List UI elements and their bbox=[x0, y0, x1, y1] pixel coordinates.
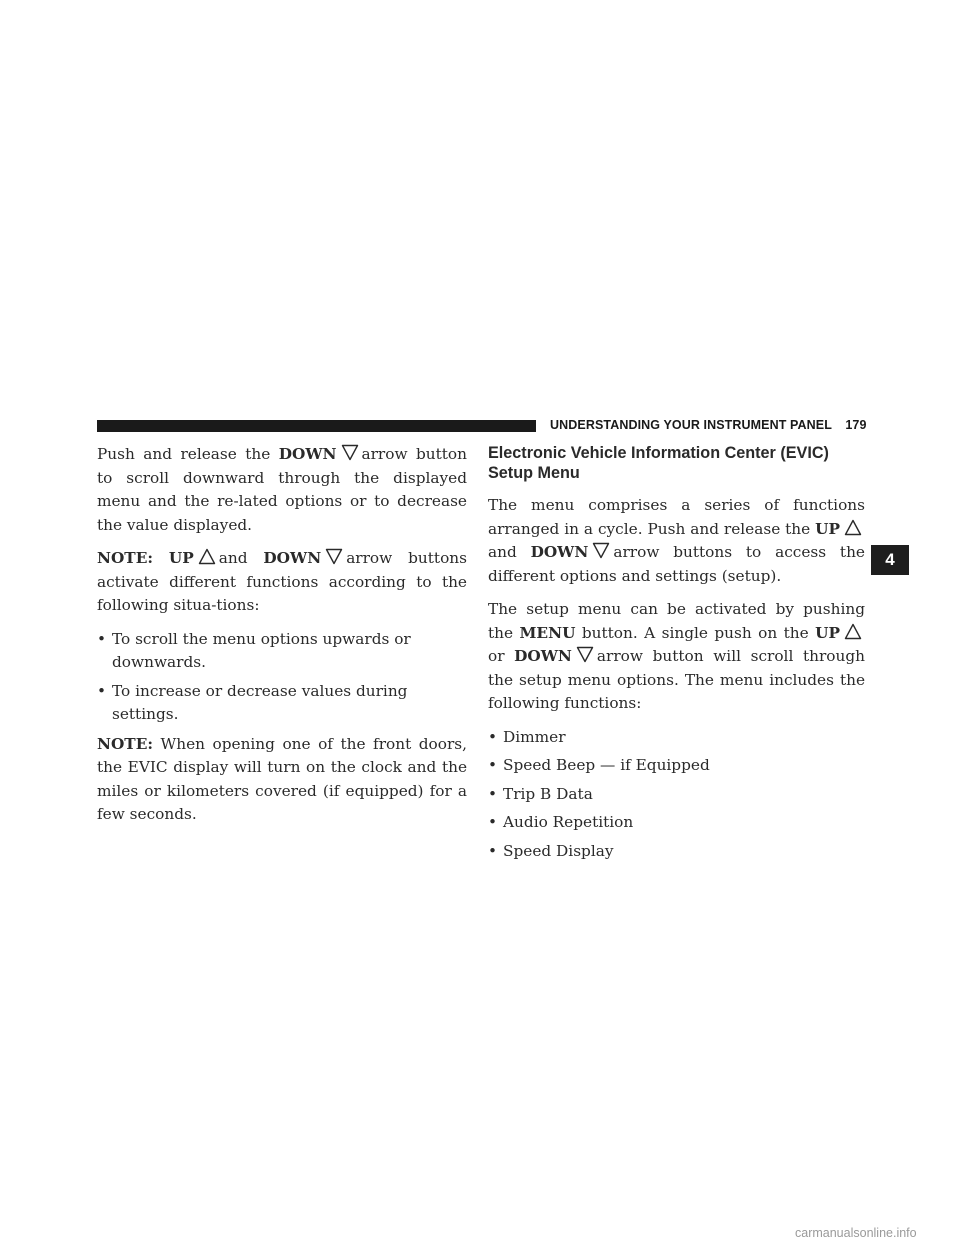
up-triangle-icon bbox=[198, 548, 216, 565]
running-header bbox=[550, 418, 870, 432]
page-number: 179 bbox=[845, 418, 867, 432]
watermark: carmanualsonline.info bbox=[795, 1226, 917, 1240]
down-triangle-icon bbox=[325, 548, 343, 565]
down-triangle-icon bbox=[576, 646, 594, 663]
note-paragraph: NOTE: UP and DOWN arrow buttons activate different functions according to the following situa-tions: bbox=[97, 549, 467, 614]
list-item: • To increase or decrease values during settings. bbox=[97, 680, 467, 727]
up-triangle-icon bbox=[844, 519, 862, 536]
chapter-tab: 4 bbox=[871, 545, 909, 575]
setup-activation-paragraph: The setup menu can be activated by pushing the MENU button. A single push on the UP or DOWN arrow button will scroll through the setup menu options. The menu includes the following functions: bbox=[488, 600, 865, 712]
down-triangle-icon bbox=[592, 542, 610, 559]
list-item: • Speed Beep — if Equipped bbox=[488, 754, 865, 778]
situation-list bbox=[97, 628, 467, 727]
list-item: • To scroll the menu options upwards or downwards. bbox=[97, 628, 467, 675]
list-item: • Audio Repetition bbox=[488, 811, 865, 835]
intro-paragraph: Push and release the DOWN arrow button to scroll downward through the displayed menu and the re-lated options or to decrease the value displayed. bbox=[97, 445, 467, 534]
door-note-paragraph: NOTE: When opening one of the front doors, the EVIC display will turn on the clock and the miles or kilometers covered (if equipped) for a few seconds. bbox=[97, 734, 467, 823]
header-rule bbox=[97, 420, 536, 432]
menu-cycle-paragraph: The menu comprises a series of functions arranged in a cycle. Push and release the UP and DOWN arrow buttons to access the different options and settings (setup). bbox=[488, 496, 865, 585]
up-triangle-icon bbox=[844, 623, 862, 640]
list-item: • Trip B Data bbox=[488, 783, 865, 807]
list-item: • Speed Display bbox=[488, 840, 865, 864]
left-column bbox=[97, 443, 467, 837]
section-heading: Electronic Vehicle Information Center (EVIC) Setup Menu bbox=[488, 444, 829, 482]
right-column bbox=[488, 443, 865, 868]
setup-function-list bbox=[488, 726, 865, 864]
section-title: UNDERSTANDING YOUR INSTRUMENT PANEL bbox=[550, 418, 832, 432]
list-item: • Dimmer bbox=[488, 726, 865, 750]
down-triangle-icon bbox=[341, 444, 359, 461]
